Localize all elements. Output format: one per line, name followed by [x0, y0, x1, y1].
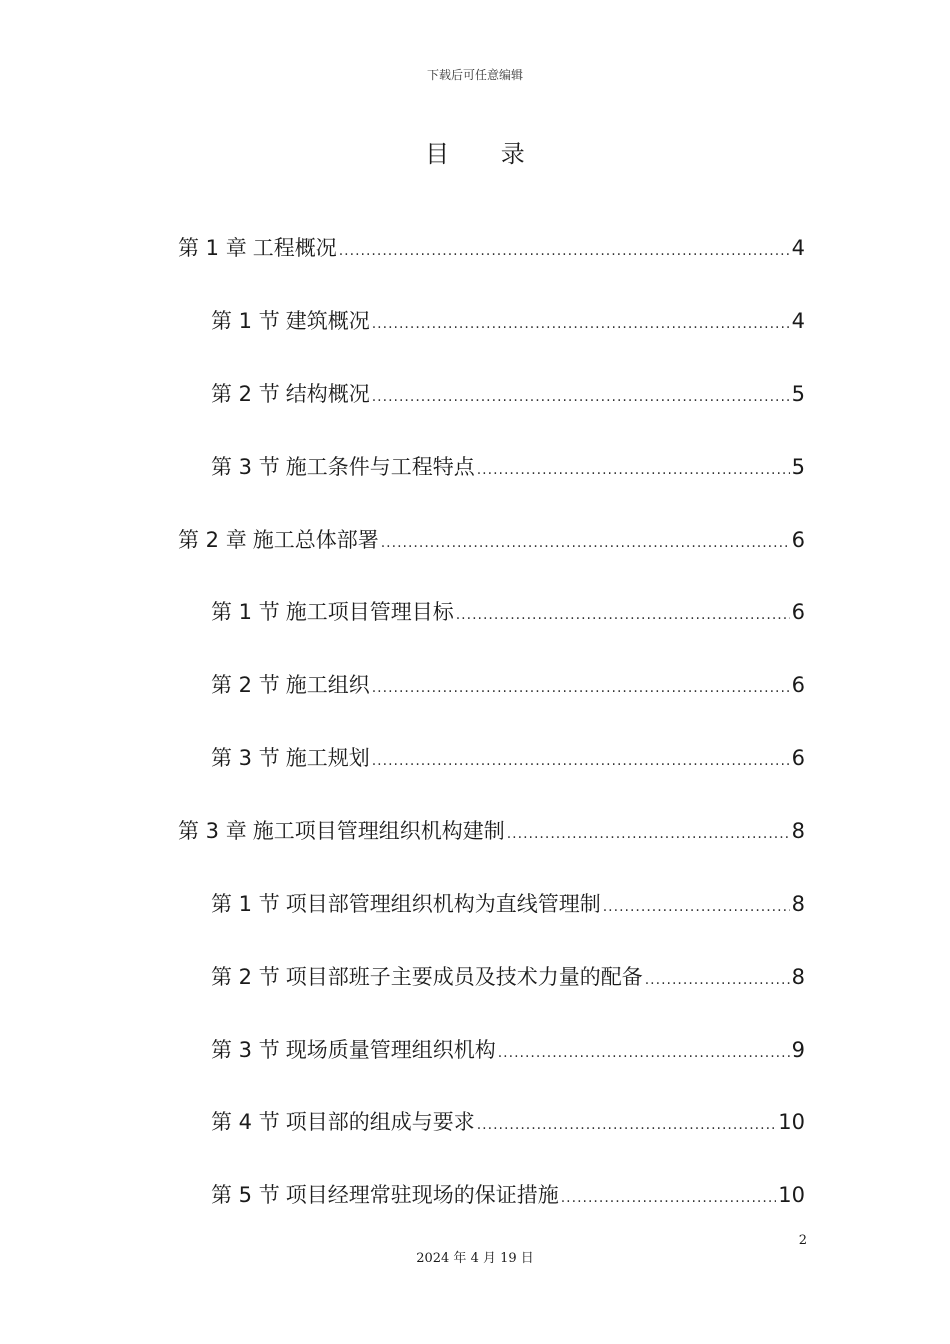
- toc-entry-section-1-1[interactable]: [211, 307, 805, 338]
- entry-page-number: 9: [791, 1038, 805, 1062]
- dot-leader: [372, 674, 790, 702]
- dot-leader: [372, 310, 790, 338]
- entry-title: 施工总体部署: [252, 528, 379, 552]
- entry-number: 第 1 章: [178, 236, 247, 260]
- toc-entry-chapter-1[interactable]: [178, 234, 805, 265]
- entry-title: 施工规划: [285, 746, 370, 770]
- entry-title: 施工项目管理组织机构建制: [252, 819, 505, 843]
- entry-title: 结构概况: [285, 382, 370, 406]
- entry-number: 第 2 节: [211, 673, 280, 697]
- entry-number: 第 3 节: [211, 455, 280, 479]
- toc-entry-section-3-1[interactable]: [211, 890, 805, 921]
- entry-page-number: 8: [791, 965, 805, 989]
- dot-leader: [381, 529, 790, 557]
- entry-number: 第 4 节: [211, 1110, 280, 1134]
- toc-entry-section-2-2[interactable]: [211, 671, 805, 702]
- entry-page-number: 5: [791, 382, 805, 406]
- entry-number: 第 2 节: [211, 382, 280, 406]
- dot-leader: [561, 1184, 777, 1212]
- entry-number: 第 3 节: [211, 1038, 280, 1062]
- entry-number: 第 3 章: [178, 819, 247, 843]
- entry-page-number: 4: [791, 309, 805, 333]
- entry-number: 第 1 节: [211, 892, 280, 916]
- entry-title: 项目部管理组织机构为直线管理制: [285, 892, 601, 916]
- entry-title: 项目部的组成与要求: [285, 1110, 475, 1134]
- entry-title: 施工条件与工程特点: [285, 455, 475, 479]
- toc-entry-chapter-2[interactable]: [178, 526, 805, 557]
- toc-entry-section-3-3[interactable]: [211, 1036, 805, 1067]
- dot-leader: [477, 1111, 777, 1139]
- toc-entry-chapter-3[interactable]: [178, 817, 805, 848]
- toc-entry-section-1-3[interactable]: [211, 453, 805, 484]
- entry-title: 建筑概况: [285, 309, 370, 333]
- entry-page-number: 10: [778, 1110, 805, 1134]
- entry-title: 施工项目管理目标: [285, 600, 454, 624]
- entry-number: 第 3 节: [211, 746, 280, 770]
- dot-leader: [339, 237, 790, 265]
- dot-leader: [645, 966, 790, 994]
- entry-page-number: 4: [791, 236, 805, 260]
- dot-leader: [477, 456, 790, 484]
- page-number: 2: [798, 1233, 807, 1248]
- entry-page-number: 8: [791, 819, 805, 843]
- toc-entry-section-3-4[interactable]: [211, 1108, 805, 1139]
- entry-title: 现场质量管理组织机构: [285, 1038, 496, 1062]
- entry-number: 第 1 节: [211, 600, 280, 624]
- entry-page-number: 6: [791, 746, 805, 770]
- dot-leader: [372, 383, 790, 411]
- toc-entry-section-1-2[interactable]: [211, 380, 805, 411]
- entry-title: 工程概况: [252, 236, 337, 260]
- dot-leader: [507, 820, 790, 848]
- toc-entry-section-2-3[interactable]: [211, 744, 805, 775]
- dot-leader: [498, 1039, 790, 1067]
- entry-page-number: 5: [791, 455, 805, 479]
- footer-date: 2024 年 4 月 19 日: [416, 1251, 534, 1266]
- entry-page-number: 8: [791, 892, 805, 916]
- toc-entry-section-3-2[interactable]: [211, 963, 805, 994]
- entry-page-number: 6: [791, 528, 805, 552]
- entry-number: 第 2 章: [178, 528, 247, 552]
- dot-leader: [603, 893, 790, 921]
- entry-title: 项目经理常驻现场的保证措施: [285, 1183, 559, 1207]
- entry-page-number: 10: [778, 1183, 805, 1207]
- dot-leader: [456, 601, 790, 629]
- toc-entry-section-2-1[interactable]: [211, 598, 805, 629]
- toc-entry-section-3-5[interactable]: [211, 1181, 805, 1212]
- entry-page-number: 6: [791, 600, 805, 624]
- entry-title: 施工组织: [285, 673, 370, 697]
- toc-title: 目 录: [425, 140, 547, 168]
- dot-leader: [372, 747, 790, 775]
- entry-page-number: 6: [791, 673, 805, 697]
- header-note: 下载后可任意编辑: [426, 68, 523, 82]
- entry-number: 第 1 节: [211, 309, 280, 333]
- entry-number: 第 5 节: [211, 1183, 280, 1207]
- entry-title: 项目部班子主要成员及技术力量的配备: [285, 965, 643, 989]
- entry-number: 第 2 节: [211, 965, 280, 989]
